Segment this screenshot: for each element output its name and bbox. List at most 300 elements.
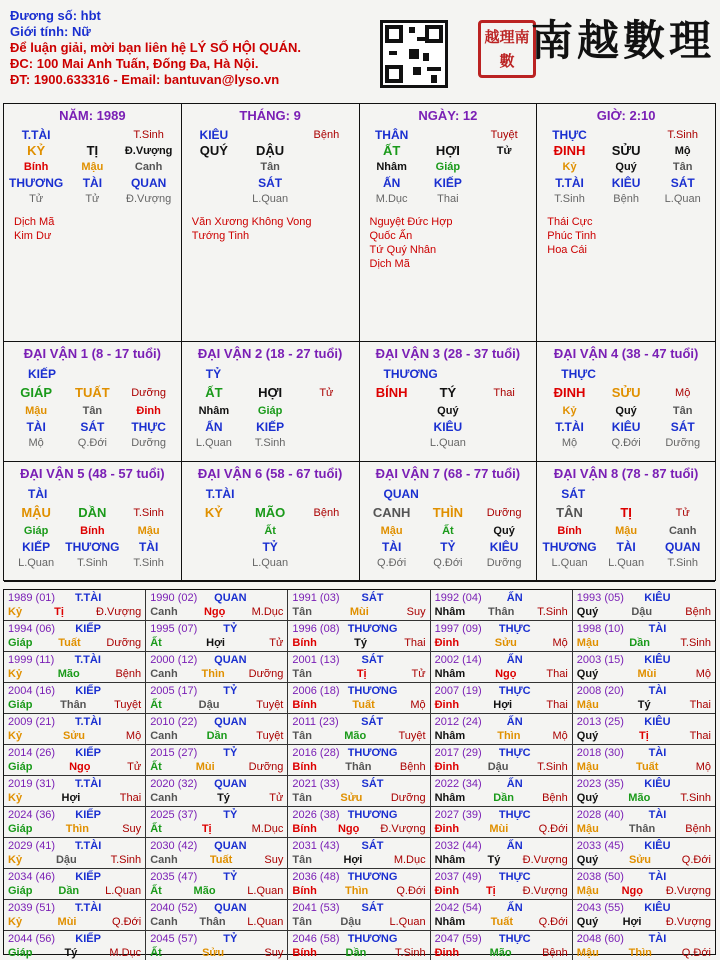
year-stage: Bệnh	[542, 792, 568, 804]
dai-van-stage: Thai	[493, 387, 515, 399]
pillar-can-value: SỬU	[611, 143, 641, 158]
year-cell	[4, 745, 146, 776]
year-chi: Mùi	[637, 668, 657, 680]
dai-van-row-hg	[186, 419, 355, 435]
year-chi: Tý	[637, 699, 651, 711]
dai-van-hs-value: T.Sinh	[133, 557, 164, 569]
year-row-bottom	[8, 636, 141, 650]
year-row-top	[435, 808, 568, 822]
year-row-top	[292, 746, 425, 760]
year-spacer	[558, 684, 568, 698]
year-row-top	[292, 653, 425, 667]
year-can: Ất	[150, 885, 162, 897]
dai-van-hs-value: Q.Đới	[433, 557, 463, 569]
year-god: THỰC	[498, 933, 531, 945]
dai-van-god: SÁT	[561, 487, 586, 501]
year-spacer	[273, 901, 283, 915]
year-row-top	[8, 901, 141, 915]
dai-van-hs-value: Mộ	[561, 437, 578, 449]
year-label: 2029 (41)	[8, 840, 56, 852]
dai-van-cell	[182, 342, 360, 462]
pillar-cell	[537, 104, 715, 342]
year-row-bottom	[8, 853, 141, 867]
year-can: Quý	[576, 854, 599, 866]
year-chi: Tuất	[209, 854, 233, 866]
year-cell	[431, 807, 573, 838]
pillar-can-value	[298, 143, 354, 159]
year-chi: Ngọ	[621, 885, 643, 897]
year-spacer	[273, 777, 283, 791]
pillar-title: NĂM: 1989	[59, 108, 126, 123]
dai-van-hg-value: TÀI	[381, 540, 402, 554]
star-item: Quốc Ấn	[369, 230, 413, 242]
year-stage: L.Quan	[389, 916, 426, 928]
year-chi: Tý	[487, 854, 501, 866]
year-label: 2024 (36)	[8, 809, 56, 821]
dai-van-title: ĐẠI VẬN 8 (78 - 87 tuổi)	[553, 466, 699, 481]
year-row-top	[577, 901, 711, 915]
dai-van-hs-value: Q.Đới	[611, 437, 641, 449]
year-cell	[146, 714, 288, 745]
year-row-bottom	[292, 791, 425, 805]
year-can: Tân	[292, 730, 312, 742]
pillar-hidden-value: Giáp	[435, 161, 461, 173]
year-stage: Tử	[127, 761, 142, 773]
year-can: Canh	[150, 854, 178, 866]
dai-van-title: ĐẠI VẬN 3 (28 - 37 tuổi)	[375, 346, 521, 361]
dai-van-stage: Dưỡng	[486, 507, 522, 519]
year-cell	[288, 745, 430, 776]
year-stage: T.Sinh	[110, 854, 142, 866]
year-row-bottom	[150, 946, 283, 960]
year-can: Giáp	[8, 761, 33, 773]
year-row-top	[150, 777, 283, 791]
year-god: KIẾP	[75, 685, 101, 697]
dai-van-can: ĐINH	[553, 385, 586, 400]
year-cell	[431, 590, 573, 621]
year-row-top	[292, 591, 425, 605]
year-spacer	[416, 746, 426, 760]
year-stage: Thai	[689, 730, 711, 742]
year-chi: Thân	[60, 699, 87, 711]
year-spacer	[416, 870, 426, 884]
year-can: Bính	[292, 885, 317, 897]
year-stage: Q.Đới	[396, 885, 426, 897]
year-spacer	[131, 715, 141, 729]
year-row-bottom	[435, 853, 568, 867]
seal-logo: 越理南數	[478, 20, 536, 78]
star-item: Hoa Cái	[547, 244, 587, 256]
year-label: 2026 (38)	[292, 809, 340, 821]
year-row-bottom	[150, 791, 283, 805]
year-god: SÁT	[361, 654, 384, 666]
year-label: 2002 (14)	[434, 654, 482, 666]
dai-van-cell	[360, 342, 538, 462]
pillar-row-can	[186, 143, 355, 159]
dai-van-main	[8, 503, 177, 523]
year-spacer	[416, 777, 426, 791]
year-chi: Tý	[354, 637, 367, 649]
year-row-bottom	[435, 791, 568, 805]
dai-van-chi: SỬU	[611, 385, 641, 400]
year-row-bottom	[435, 760, 568, 774]
pillar-cell	[4, 104, 182, 342]
year-spacer	[273, 870, 283, 884]
year-row-bottom	[577, 667, 711, 681]
year-row-bottom	[435, 667, 568, 681]
pillar-can-value: Mộ	[674, 145, 691, 157]
yearly-table	[3, 589, 716, 959]
dai-van-title: ĐẠI VẬN 6 (58 - 67 tuổi)	[197, 466, 343, 481]
dai-van-god: THƯƠNG	[383, 367, 438, 381]
year-cell	[573, 714, 715, 745]
year-stage: L.Quan	[247, 916, 284, 928]
year-cell	[573, 590, 715, 621]
year-stage: Tuyệt	[256, 699, 284, 711]
year-chi: Thân	[345, 761, 372, 773]
year-row-top	[292, 870, 425, 884]
year-row-top	[292, 622, 425, 636]
year-can: Quý	[576, 606, 599, 618]
pillar-gods-value: SÁT	[670, 176, 695, 190]
dai-van-hs-value: Q.Đới	[77, 437, 107, 449]
year-cell	[431, 931, 573, 960]
year-god: ẤN	[506, 716, 523, 728]
year-god: T.TÀI	[75, 840, 102, 852]
year-spacer	[273, 622, 283, 636]
year-can: Tân	[292, 606, 312, 618]
year-stage: Mộ	[552, 730, 568, 742]
year-god: QUAN	[214, 840, 247, 852]
dai-van-hs-value: L.Quan	[429, 437, 466, 449]
year-label: 2000 (12)	[150, 654, 198, 666]
year-row-top	[8, 684, 141, 698]
dai-van-main	[186, 383, 355, 403]
year-can: Bính	[292, 823, 317, 835]
header-info	[10, 8, 370, 88]
pillar-stars	[541, 215, 711, 257]
year-cell	[573, 745, 715, 776]
year-row-top	[150, 591, 283, 605]
gender: Giới tính: Nữ	[10, 24, 91, 39]
year-chi: Hợi	[343, 854, 363, 866]
year-row-bottom	[577, 884, 711, 898]
year-spacer	[701, 746, 711, 760]
year-chi: Tuất	[352, 699, 375, 711]
dai-van-row-hg	[8, 539, 177, 555]
pillar-hidden-value: Nhâm	[376, 161, 407, 173]
year-cell	[288, 776, 430, 807]
dai-van-stage: T.Sinh	[133, 507, 164, 519]
year-cell	[146, 807, 288, 838]
year-god: KIẾP	[75, 809, 101, 821]
year-cell	[288, 621, 430, 652]
year-can: Giáp	[8, 637, 33, 649]
year-cell	[288, 683, 430, 714]
pillar-row-gods	[364, 175, 533, 191]
year-can: Quý	[576, 916, 599, 928]
year-god: TÀI	[648, 871, 667, 883]
pillar-gods-value	[298, 175, 354, 191]
year-god: THƯƠNG	[347, 623, 398, 635]
pillar-can-value: ẤT	[382, 143, 401, 158]
year-can: Đinh	[434, 761, 460, 773]
dai-van-hidden-value	[298, 403, 354, 419]
year-god: QUAN	[214, 654, 247, 666]
year-label: 2030 (42)	[150, 840, 198, 852]
year-row-bottom	[577, 698, 711, 712]
year-stage: Đ.Vượng	[665, 885, 711, 897]
dai-van-row-hs	[541, 555, 711, 571]
year-cell	[431, 621, 573, 652]
year-stage: Đ.Vượng	[522, 885, 568, 897]
pillar-row-hidden	[186, 159, 355, 175]
year-cell	[573, 838, 715, 869]
phone-email-line: ĐT: 1900.633316 - Email: bantuvan@lyso.vn	[10, 72, 280, 87]
dai-van-chi: HỢI	[258, 385, 283, 400]
pillar-title: NGÀY: 12	[418, 108, 478, 123]
year-row-bottom	[292, 636, 425, 650]
year-chi: Thìn	[201, 668, 225, 680]
dai-van-row-hs	[8, 555, 177, 571]
year-spacer	[416, 839, 426, 853]
pillar-top-value: Tuyệt	[490, 129, 518, 141]
pillar-hidden-value	[186, 159, 242, 175]
pillar-row-can	[541, 143, 711, 159]
year-row-bottom	[150, 822, 283, 836]
year-row-top	[435, 839, 568, 853]
year-stage: Q.Đới	[681, 947, 711, 959]
year-row-bottom	[150, 605, 283, 619]
star-item: Phúc Tinh	[547, 230, 597, 242]
year-cell	[146, 869, 288, 900]
dai-van-hs-value	[298, 435, 354, 451]
pillar-stage-value: Đ.Vượng	[126, 193, 172, 205]
year-god: SÁT	[361, 840, 384, 852]
year-row-bottom	[435, 822, 568, 836]
dai-van-row-hg	[364, 539, 533, 555]
year-can: Ất	[150, 947, 162, 959]
year-label: 1996 (08)	[292, 623, 340, 635]
year-cell	[146, 652, 288, 683]
year-can: Tân	[292, 916, 312, 928]
year-label: 1989 (01)	[8, 592, 56, 604]
year-cell	[4, 869, 146, 900]
qr-code-icon	[380, 20, 448, 88]
year-chi: Tuất	[490, 916, 514, 928]
year-god: ẤN	[506, 592, 523, 604]
dai-van-god: T.TÀI	[205, 487, 235, 501]
year-stage: Suy	[264, 947, 284, 959]
year-spacer	[558, 808, 568, 822]
pillar-gods-value: TÀI	[82, 176, 103, 190]
year-label: 2023 (35)	[576, 778, 624, 790]
year-row-bottom	[292, 605, 425, 619]
pillar-stage-value: Thai	[437, 193, 459, 205]
year-row-bottom	[8, 605, 141, 619]
year-row-top	[577, 715, 711, 729]
year-row-bottom	[8, 791, 141, 805]
year-cell	[4, 838, 146, 869]
year-cell	[4, 900, 146, 931]
dai-van-hidden-value	[364, 403, 420, 419]
year-spacer	[701, 932, 711, 946]
pillar-stars	[364, 215, 533, 271]
year-stage: L.Quan	[247, 885, 284, 897]
year-stage: T.Sinh	[537, 606, 568, 618]
pillar-row-top	[364, 127, 533, 143]
pillar-stage-value: Tử	[29, 193, 44, 205]
year-chi: Dậu	[340, 916, 362, 928]
year-can: Ất	[150, 637, 162, 649]
dai-van-hg-value: T.TÀI	[555, 420, 584, 434]
year-cell	[4, 621, 146, 652]
year-label: 2032 (44)	[434, 840, 482, 852]
dai-van-god: KIẾP	[28, 367, 57, 381]
year-god: THỰC	[498, 685, 531, 697]
pillar-can-value: ĐINH	[553, 143, 586, 158]
year-stage: Tử	[269, 792, 284, 804]
year-row-bottom	[577, 822, 711, 836]
year-spacer	[273, 653, 283, 667]
owner-name: Đương số: hbt	[10, 8, 101, 23]
year-stage: Dưỡng	[390, 792, 426, 804]
year-god: KIÊU	[644, 778, 671, 790]
year-stage: Suy	[264, 854, 284, 866]
star-item: Dịch Mã	[14, 216, 55, 228]
dai-van-hg-value: KIÊU	[489, 540, 519, 554]
year-row-top	[435, 715, 568, 729]
pillar-can-value: Đ.Vượng	[124, 145, 173, 157]
dai-van-hidden-value: Mậu	[615, 525, 638, 537]
year-row-top	[150, 684, 283, 698]
dai-van-hidden-value	[186, 523, 242, 539]
year-label: 1991 (03)	[292, 592, 340, 604]
year-spacer	[416, 932, 426, 946]
pillar-gods-value	[476, 175, 532, 191]
dai-van-cell	[537, 342, 715, 462]
year-cell	[288, 714, 430, 745]
year-stage: Tuyệt	[398, 730, 426, 742]
year-god: KIẾP	[75, 933, 101, 945]
dai-van-hs-value	[364, 435, 420, 451]
year-stage: Mộ	[552, 637, 568, 649]
star-item: Tướng Tinh	[191, 230, 250, 242]
year-god: ẤN	[506, 902, 523, 914]
year-spacer	[701, 653, 711, 667]
dai-van-row-hs	[186, 435, 355, 451]
dai-van-chi: TỊ	[620, 505, 632, 520]
dai-van-hs-value: L.Quan	[18, 557, 55, 569]
year-stage: Mộ	[695, 668, 711, 680]
year-label: 2037 (49)	[434, 871, 482, 883]
year-stage: M.Dục	[251, 823, 284, 835]
year-label: 2004 (16)	[8, 685, 56, 697]
dai-van-hg-value: THƯƠNG	[65, 540, 120, 554]
dai-van-hg-value: SÁT	[670, 420, 695, 434]
year-row-bottom	[150, 698, 283, 712]
year-chi: Thân	[628, 823, 656, 835]
year-god: KIÊU	[644, 654, 671, 666]
year-chi: Sửu	[628, 854, 651, 866]
pillar-row-stage	[541, 191, 711, 207]
dai-van-title: ĐẠI VẬN 4 (38 - 47 tuổi)	[553, 346, 699, 361]
year-label: 2016 (28)	[292, 747, 340, 759]
year-stage: M.Dục	[251, 606, 284, 618]
year-can: Mậu	[576, 699, 599, 711]
year-label: 2042 (54)	[434, 902, 482, 914]
year-god: KIÊU	[644, 840, 671, 852]
year-label: 2040 (52)	[150, 902, 198, 914]
year-cell	[288, 931, 430, 960]
year-chi: Thìn	[628, 947, 652, 959]
year-can: Mậu	[576, 947, 599, 959]
year-row-bottom	[435, 698, 568, 712]
year-can: Quý	[576, 668, 599, 680]
year-spacer	[131, 870, 141, 884]
dai-van-chi: THÌN	[432, 505, 464, 520]
pillar-row-can	[8, 143, 177, 159]
year-spacer	[416, 684, 426, 698]
pillar-stage-value	[298, 191, 354, 207]
year-chi: Mùi	[57, 916, 77, 928]
year-cell	[431, 745, 573, 776]
year-chi: Thìn	[65, 823, 89, 835]
year-can: Giáp	[8, 885, 33, 897]
dai-van-hg-value: QUAN	[665, 540, 701, 554]
year-god: SÁT	[361, 902, 384, 914]
year-spacer	[701, 901, 711, 915]
year-row-top	[150, 653, 283, 667]
year-row-top	[435, 746, 568, 760]
year-row-top	[435, 901, 568, 915]
year-chi: Ngọ	[69, 761, 91, 773]
year-row-bottom	[150, 853, 283, 867]
year-can: Canh	[150, 730, 178, 742]
year-label: 2038 (50)	[576, 871, 624, 883]
year-spacer	[701, 591, 711, 605]
year-stage: L.Quan	[105, 885, 142, 897]
year-spacer	[558, 591, 568, 605]
year-stage: Tử	[411, 668, 426, 680]
address-line: ĐC: 100 Mai Anh Tuấn, Đống Đa, Hà Nội.	[10, 56, 259, 71]
year-spacer	[416, 901, 426, 915]
year-cell	[4, 931, 146, 960]
pillar-top-value: THÂN	[374, 128, 409, 142]
year-row-bottom	[8, 667, 141, 681]
year-spacer	[558, 746, 568, 760]
year-stage: Đ.Vượng	[380, 823, 426, 835]
star-item: Kim Dư	[14, 230, 52, 242]
year-row-bottom	[577, 760, 711, 774]
year-can: Ất	[150, 699, 162, 711]
year-row-top	[8, 808, 141, 822]
year-spacer	[558, 932, 568, 946]
dai-van-hidden-value: Quý	[437, 405, 459, 417]
year-stage: Q.Đới	[538, 823, 568, 835]
year-row-top	[292, 839, 425, 853]
year-spacer	[558, 839, 568, 853]
year-stage: Suy	[122, 823, 142, 835]
year-can: Tân	[292, 668, 312, 680]
year-cell	[146, 590, 288, 621]
year-chi: Dậu	[55, 854, 77, 866]
dai-van-row-hs	[364, 435, 533, 451]
pillar-can-value: HỢI	[435, 143, 460, 158]
year-label: 2006 (18)	[292, 685, 340, 697]
pillar-hidden-value: Canh	[134, 161, 163, 173]
year-can: Kỷ	[8, 730, 23, 742]
